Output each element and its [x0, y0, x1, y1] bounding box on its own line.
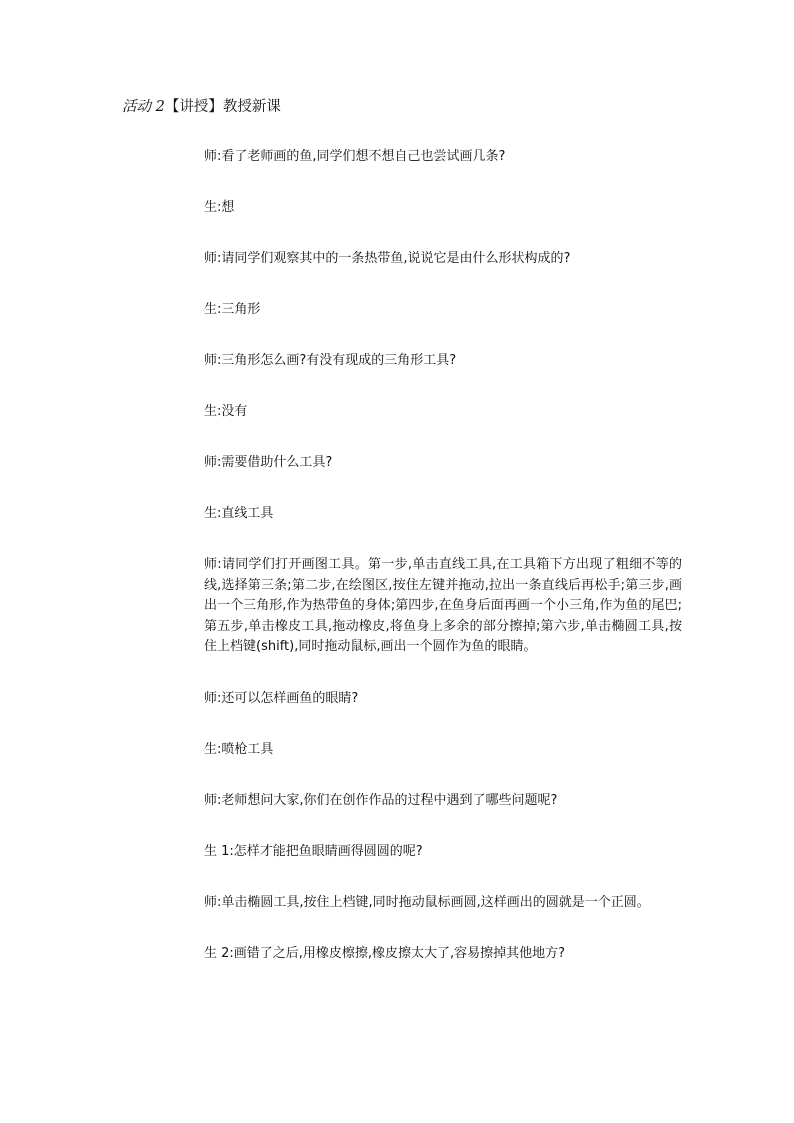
dialogue-line-8: 生:直线工具: [204, 506, 274, 521]
dialogue-line-10: 师:还可以怎样画鱼的眼睛?: [204, 691, 359, 706]
section-heading: [122, 97, 281, 117]
dialogue-line-3: 师:请同学们观察其中的一条热带鱼,说说它是由什么形状构成的?: [204, 251, 571, 266]
section-title: 【讲授】教授新课: [164, 99, 281, 115]
dialogue-line-2: 生:想: [204, 200, 235, 215]
dialogue-line-15: 生 2:画错了之后,用橡皮檫擦,橡皮擦太大了,容易擦掉其他地方?: [204, 946, 566, 961]
dialogue-line-11: 生:喷枪工具: [204, 742, 274, 757]
dialogue-line-7: 师:需要借助什么工具?: [204, 455, 333, 470]
activity-number: 活动 2: [122, 99, 165, 115]
dialogue-line-5: 师:三角形怎么画?有没有现成的三角形工具?: [204, 353, 457, 368]
dialogue-line-13: 生 1:怎样才能把鱼眼睛画得圆圆的呢?: [204, 844, 423, 859]
dialogue-line-6: 生:没有: [204, 404, 248, 419]
dialogue-line-12: 师:老师想问大家,你们在创作作品的过程中遇到了哪些问题呢?: [204, 793, 558, 808]
dialogue-instructions: 师:请同学们打开画图工具。第一步,单击直线工具,在工具箱下方出现了粗细不等的线,选择第三条;第二步,在绘图区,按住左键并拖动,拉出一条直线后再松手;第三步,画出一个三角形,作为热带鱼的身体;第四步,在鱼身后面再画一个小三角,作为鱼的尾巴;第五步,单击橡皮工具,拖动橡皮,将鱼身上多余的部分擦掉;第六步,单击椭圆工具,按住上档键(shift),同时拖动鼠标,画出一个圆作为鱼的眼睛。: [204, 557, 683, 654]
dialogue-line-1: 师:看了老师画的鱼,同学们想不想自己也尝试画几条?: [204, 149, 506, 164]
dialogue-line-14: 师:单击椭圆工具,按住上档键,同时拖动鼠标画圆,这样画出的圆就是一个正圆。: [204, 895, 650, 910]
dialogue-line-4: 生:三角形: [204, 302, 261, 317]
